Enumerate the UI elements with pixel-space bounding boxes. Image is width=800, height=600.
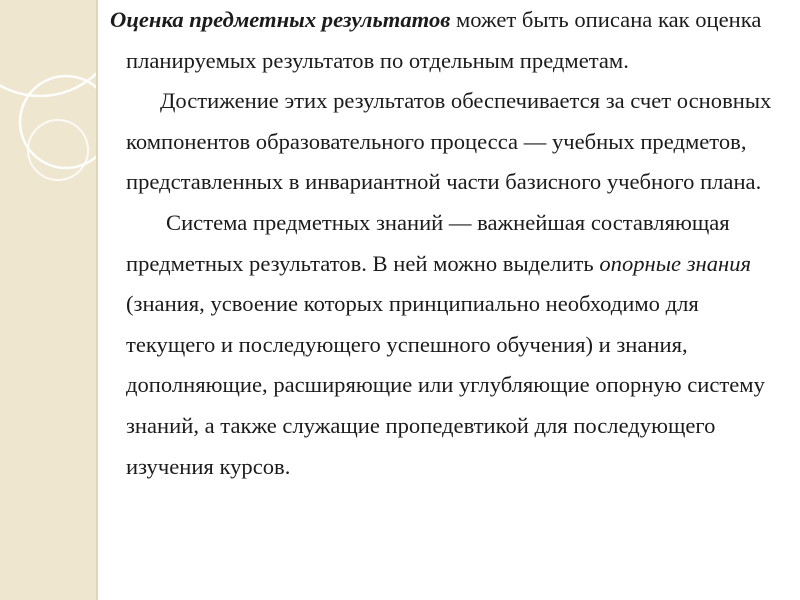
paragraph-subject-results-assessment [110,0,790,81]
side-band-divider [96,0,98,600]
paragraph-3-text-end: (знания, усвоение которых принципиально необходимо для текущего и последующего успешного обучения) и знания, дополняющие, расширяющие или углубляющие опорную систему знаний, а также служащие пропедевтикой для последующего изучения курсов. [126,291,765,479]
decorative-circles-graphic [0,0,96,600]
paragraph-subject-knowledge-system [110,203,790,487]
paragraph-3-text-start: Система предметных знаний — важнейшая составляющая предметных результатов. В ней можно выделить [126,209,730,276]
paragraph-achievement-of-results: Достижение этих результатов обеспечивается за счет основных компонентов образовательного процесса — учебных предметов, представленных в инвариантной части базисного учебного плана. [126,88,772,195]
slide-body-text [110,0,790,487]
paragraph-1-text: может быть описана как оценка планируемых результатов по отдельным предметам. [126,7,762,73]
term-subject-results-assessment: Оценка предметных результатов [110,7,451,32]
decorative-side-band [0,0,96,600]
term-core-knowledge: опорные знания [599,250,752,276]
